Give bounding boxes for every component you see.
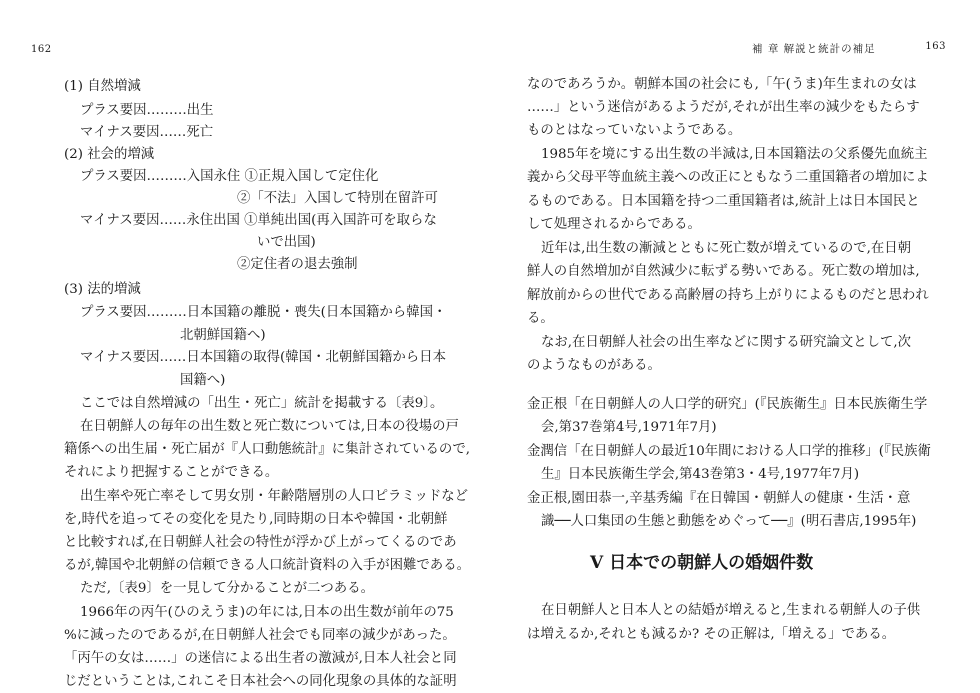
body-line: るものである。日本国籍を持つ二重国籍者は,統計上は日本国民と [527, 194, 920, 209]
outline-line: マイナス要因……死亡 [80, 125, 214, 140]
body-line: ただ,〔表9〕を一見して分かることが二つある。 [80, 581, 374, 596]
body-line: る。 [527, 311, 554, 326]
body-line: ここでは自然増減の「出生・死亡」統計を掲載する〔表9〕。 [80, 396, 444, 411]
outline-line: 北朝鮮国籍へ) [180, 328, 266, 343]
page-number: 163 [925, 41, 946, 52]
body-line: 1985年を境にする出生数の半減は,日本国籍法の父系優先血統主 [541, 147, 928, 162]
body-line: るが,韓国や北朝鮮の信頼できる人口統計資料の入手が困難である。 [64, 558, 470, 573]
outline-line: (1) 自然増減 [64, 79, 141, 94]
reference-line: 生』日本民族衛生学会,第43巻第3・4号,1977年7月) [541, 467, 860, 482]
body-line: 解放前からの世代である高齢層の持ち上がりによるものだと思われ [527, 288, 929, 303]
body-line: 籍係への出生届・死亡届が『人口動態統計』に集計されているので, [64, 442, 470, 457]
body-line: 鮮人の自然増加が自然減少に転ずる勢いである。死亡数の増加は, [527, 264, 920, 279]
body-line: 在日朝鮮人の毎年の出生数と死亡数については,日本の役場の戸 [80, 419, 459, 434]
outline-line: (2) 社会的増減 [64, 147, 155, 162]
body-line: じだということは,これこそ日本社会への同化現象の具体的な証明 [64, 674, 457, 689]
body-line: 「丙午の女は……」の迷信による出生者の激減が,日本人社会と同 [64, 651, 457, 666]
reference-line: 識──人口集団の生態と動態をめぐって──』(明石書店,1995年) [541, 514, 917, 529]
body-line: は増えるか,それとも減るか? その正解は,「増える」である。 [527, 627, 896, 642]
outline-line: (3) 法的増減 [64, 282, 141, 297]
outline-line: ②定住者の退去強制 [237, 257, 358, 272]
section-heading: V 日本での朝鮮人の婚姻件数 [590, 553, 814, 573]
body-line: して処理されるからである。 [527, 217, 701, 232]
outline-line: プラス要因………日本国籍の離脱・喪失(日本国籍から韓国・ [80, 305, 447, 320]
outline-line: プラス要因………出生 [80, 103, 214, 118]
running-header: 補 章 解説と統計の補足 [752, 43, 876, 55]
body-line: 出生率や死亡率そして男女別・年齢階層別の人口ピラミッドなど [80, 489, 469, 504]
body-line: 1966年の丙午(ひのえうま)の年には,日本の出生数が前年の75 [80, 605, 454, 620]
body-line: なお,在日朝鮮人社会の出生率などに関する研究論文として,次 [541, 335, 912, 350]
outline-line: 国籍へ) [180, 373, 226, 388]
body-line: %に減ったのであるが,在日朝鮮人社会でも同率の減少があった。 [64, 628, 456, 643]
outline-line: ②「不法」入国して特別在留許可 [237, 191, 438, 206]
reference-line: 金正根,園田恭一,辛基秀編『在日韓国・朝鮮人の健康・生活・意 [527, 491, 911, 506]
body-line: それにより把握することができる。 [64, 465, 279, 480]
body-line: を,時代を追ってその変化を見たり,同時期の日本や韓国・北朝鮮 [64, 512, 448, 527]
outline-line: マイナス要因……日本国籍の取得(韓国・北朝鮮国籍から日本 [80, 350, 446, 365]
reference-line: 金正根「在日朝鮮人の人口学的研究」(『民族衛生』日本民族衛生学 [527, 397, 928, 412]
reference-line: 会,第37巻第4号,1971年7月) [541, 420, 717, 435]
outline-line: マイナス要因……永住出国 ①単純出国(再入国許可を取らな [80, 213, 437, 228]
body-line: と比較すれば,在日朝鮮人社会の特性が浮かび上がってくるのであ [64, 535, 457, 550]
outline-line: プラス要因………入国永住 ①正規入国して定住化 [80, 169, 379, 184]
body-line: ……」という迷信があるようだが,それが出生率の減少をもたらす [527, 100, 920, 115]
reference-line: 金潤信「在日朝鮮人の最近10年間における人口学的推移」(『民族衛 [527, 444, 931, 459]
body-line: なのであろうか。朝鮮本国の社会にも,「午(うま)年生まれの女は [527, 77, 917, 92]
body-line: 在日朝鮮人と日本人との結婚が増えると,生まれる朝鮮人の子供 [541, 603, 921, 618]
body-line: 近年は,出生数の漸減とともに死亡数が増えているので,在日朝 [541, 241, 912, 256]
body-line: ものとはなっていないようである。 [527, 123, 742, 138]
body-line: 義から父母平等血統主義への改正にともなう二重国籍者の増加によ [527, 170, 929, 185]
outline-line: いで出国) [257, 235, 316, 250]
page-number: 162 [31, 44, 52, 55]
body-line: のようなものがある。 [527, 358, 661, 373]
